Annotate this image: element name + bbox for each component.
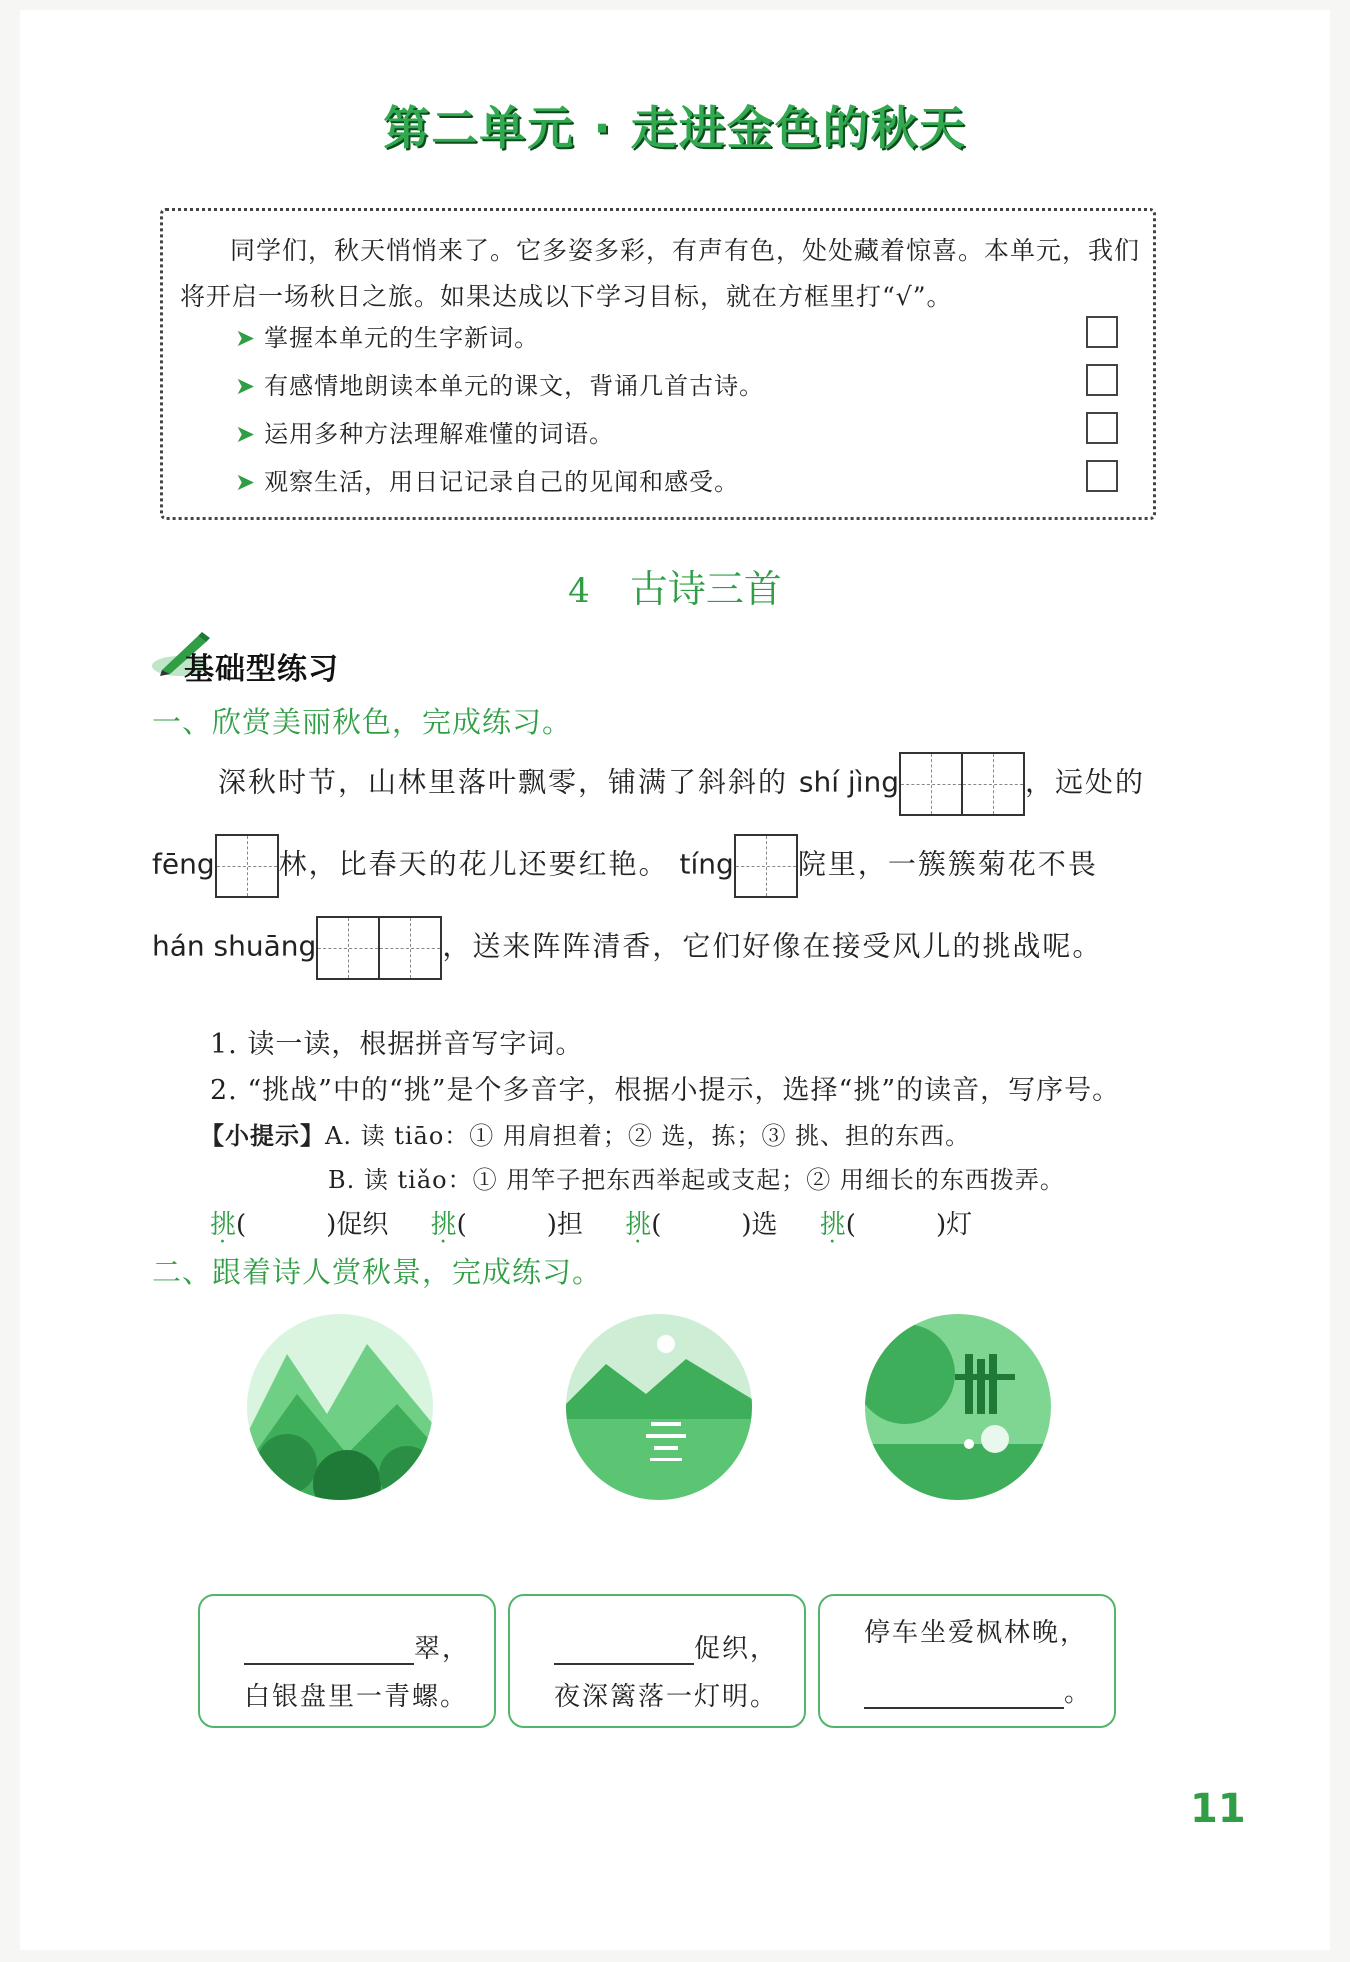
page-number: 11 — [1190, 1786, 1246, 1832]
unit-title: 第二单元 · 走进金色的秋天 — [383, 101, 967, 155]
mountain-forest-illustration — [247, 1314, 433, 1500]
pinyin: tíng — [679, 847, 734, 881]
lesson-name: 古诗三首 — [629, 567, 782, 611]
sub-question-2: 2. “挑战”中的“挑”是个多音字，根据小提示，选择“挑”的读音，写序号。 — [210, 1075, 1121, 1106]
arrow-icon: ➤ — [235, 420, 257, 448]
option-item: 挑( )担 — [430, 1210, 583, 1240]
lesson-title — [0, 558, 1350, 613]
goal-item: ➤ 掌握本单元的生字新词。 — [235, 324, 540, 352]
writing-box[interactable] — [734, 834, 798, 898]
goals-intro: 同学们，秋天悄悄来了。它多姿多彩，有声有色，处处藏着惊喜。本单元，我们将开启一场秋日之旅。如果达成以下学习目标，就在方框里打“√”。 — [180, 236, 1141, 311]
lesson-number: 4 — [568, 571, 590, 611]
hint-a: 【小提示】A. 读 tiāo：① 用肩担着；② 选，拣；③ 挑、担的东西。 — [200, 1122, 971, 1150]
goal-item: ➤ 运用多种方法理解难懂的词语。 — [235, 420, 615, 448]
writing-box[interactable] — [899, 752, 963, 816]
option-item: 挑( )灯 — [819, 1210, 973, 1240]
pinyin: fēng — [152, 847, 215, 881]
goal-checkbox[interactable] — [1086, 364, 1118, 396]
question-2-heading: 二、跟着诗人赏秋景，完成练习。 — [152, 1255, 603, 1289]
arrow-icon: ➤ — [235, 372, 257, 400]
pronunciation-options — [210, 1204, 1006, 1241]
goal-checkbox[interactable] — [1086, 412, 1118, 444]
question-1-heading: 一、欣赏美丽秋色，完成练习。 — [152, 705, 573, 739]
writing-box[interactable] — [961, 752, 1025, 816]
writing-box[interactable] — [215, 834, 279, 898]
passage-line-3: hán shuāng ，送来阵阵清香，它们好像在接受风儿的挑战呢。 — [152, 916, 1102, 980]
passage-line-1: 深秋时节，山林里落叶飘零，铺满了斜斜的 shí jìng ，远处的 — [218, 752, 1145, 816]
goal-item: ➤ 观察生活，用日记记录自己的见闻和感受。 — [235, 468, 740, 496]
fill-blank[interactable] — [554, 1633, 694, 1665]
section-label: 基础型练习 — [184, 652, 339, 687]
arrow-icon: ➤ — [235, 324, 257, 352]
hint-b: B. 读 tiǎo：① 用竿子把东西举起或支起；② 用细长的东西拨弄。 — [328, 1166, 1065, 1194]
passage-line-2: fēng 林，比春天的花儿还要红艳。 tíng 院里，一簇簇菊花不畏 — [152, 834, 1098, 898]
goal-checkbox[interactable] — [1086, 460, 1118, 492]
sub-question-1: 1. 读一读，根据拼音写字词。 — [210, 1029, 584, 1060]
moonlit-lake-illustration — [566, 1314, 752, 1500]
option-item: 挑( )选 — [625, 1210, 778, 1240]
fence-night-illustration — [865, 1314, 1051, 1500]
fill-blank[interactable] — [244, 1633, 414, 1665]
fill-blank[interactable] — [864, 1677, 1064, 1709]
pinyin: shí jìng — [798, 765, 900, 799]
writing-box[interactable] — [378, 916, 442, 980]
option-item: 挑( )促织 — [210, 1210, 389, 1240]
poem-card-3: 停车坐爱枫林晚， 。 — [818, 1594, 1116, 1728]
poem-card-1: 翠， 白银盘里一青螺。 — [198, 1594, 496, 1728]
goal-checkbox[interactable] — [1086, 316, 1118, 348]
writing-box[interactable] — [316, 916, 380, 980]
pinyin: hán shuāng — [152, 929, 317, 963]
arrow-icon: ➤ — [235, 468, 257, 496]
goal-item: ➤ 有感情地朗读本单元的课文，背诵几首古诗。 — [235, 372, 765, 400]
poem-card-2: 促织， 夜深篱落一灯明。 — [508, 1594, 806, 1728]
